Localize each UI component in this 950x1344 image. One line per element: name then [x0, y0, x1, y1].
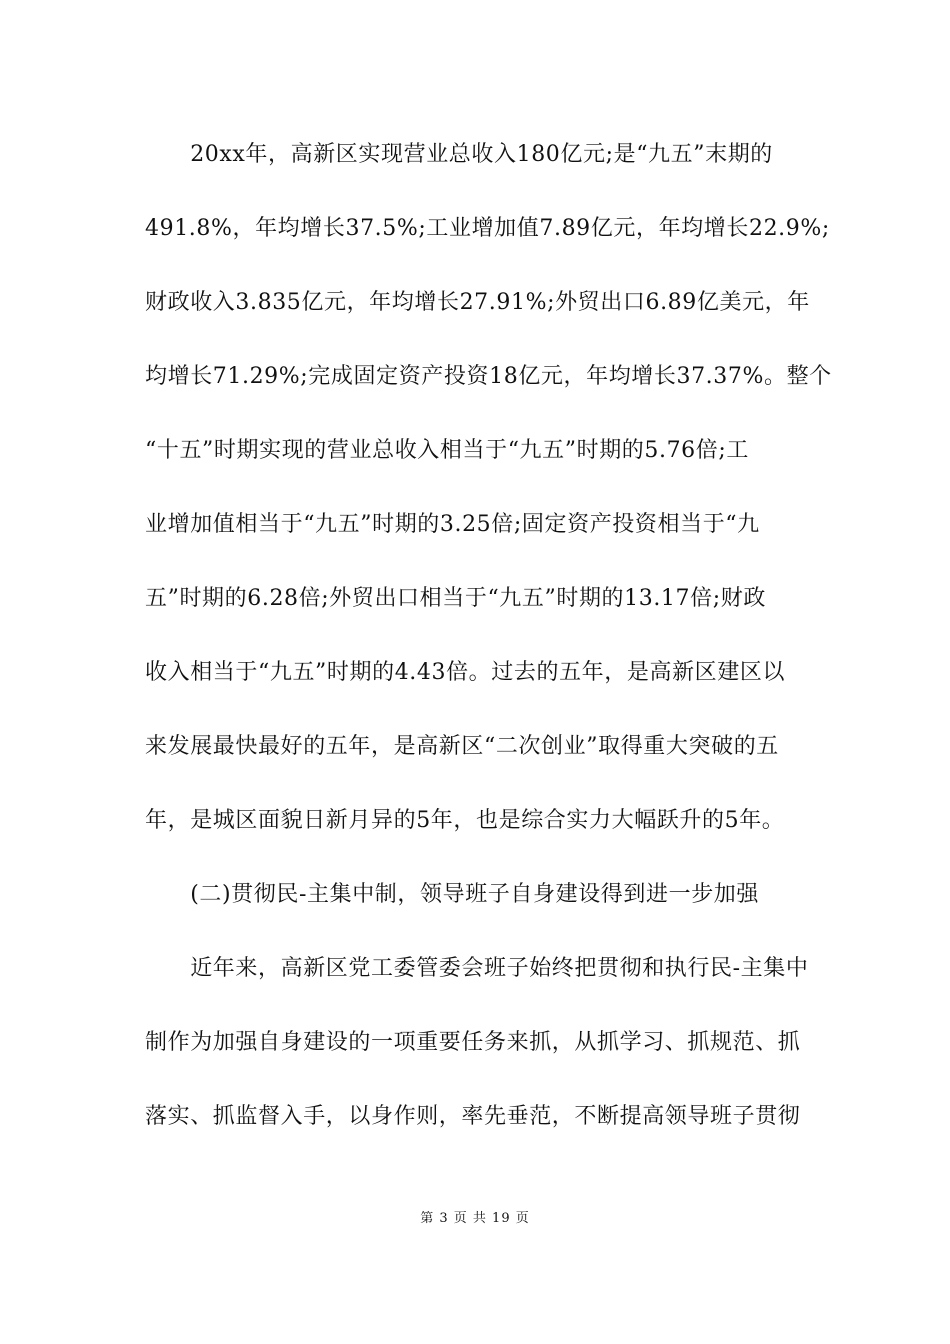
- page-number-footer: 第 3 页 共 19 页: [420, 1211, 530, 1226]
- paragraph-line: 年，是城区面貌日新月异的5年，也是综合实力大幅跃升的5年。: [145, 808, 785, 833]
- paragraph-line: 491.8%，年均增长37.5%;工业增加值7.89亿元，年均增长22.9%;: [145, 216, 830, 241]
- paragraph-line: 业增加值相当于“九五”时期的3.25倍;固定资产投资相当于“九: [145, 512, 760, 537]
- section-heading: (二)贯彻民-主集中制，领导班子自身建设得到进一步加强: [145, 882, 760, 907]
- paragraph-line: 来发展最快最好的五年，是高新区“二次创业”取得重大突破的五: [145, 734, 779, 759]
- paragraph-line: 财政收入3.835亿元，年均增长27.91%;外贸出口6.89亿美元，年: [145, 290, 810, 315]
- paragraph-line: 近年来，高新区党工委管委会班子始终把贯彻和执行民-主集中: [145, 956, 809, 981]
- paragraph-line: 落实、抓监督入手，以身作则，率先垂范，不断提高领导班子贯彻: [145, 1104, 801, 1129]
- paragraph-line: 制作为加强自身建设的一项重要任务来抓，从抓学习、抓规范、抓: [145, 1030, 801, 1055]
- paragraph-line: 20xx年，高新区实现营业总收入180亿元;是“九五”末期的: [145, 142, 773, 167]
- paragraph-line: “十五”时期实现的营业总收入相当于“九五”时期的5.76倍;工: [145, 438, 749, 463]
- paragraph-line: 收入相当于“九五”时期的4.43倍。过去的五年，是高新区建区以: [145, 660, 786, 685]
- paragraph-line: 五”时期的6.28倍;外贸出口相当于“九五”时期的13.17倍;财政: [145, 586, 766, 611]
- paragraph-line: 均增长71.29%;完成固定资产投资18亿元，年均增长37.37%。整个: [145, 364, 832, 389]
